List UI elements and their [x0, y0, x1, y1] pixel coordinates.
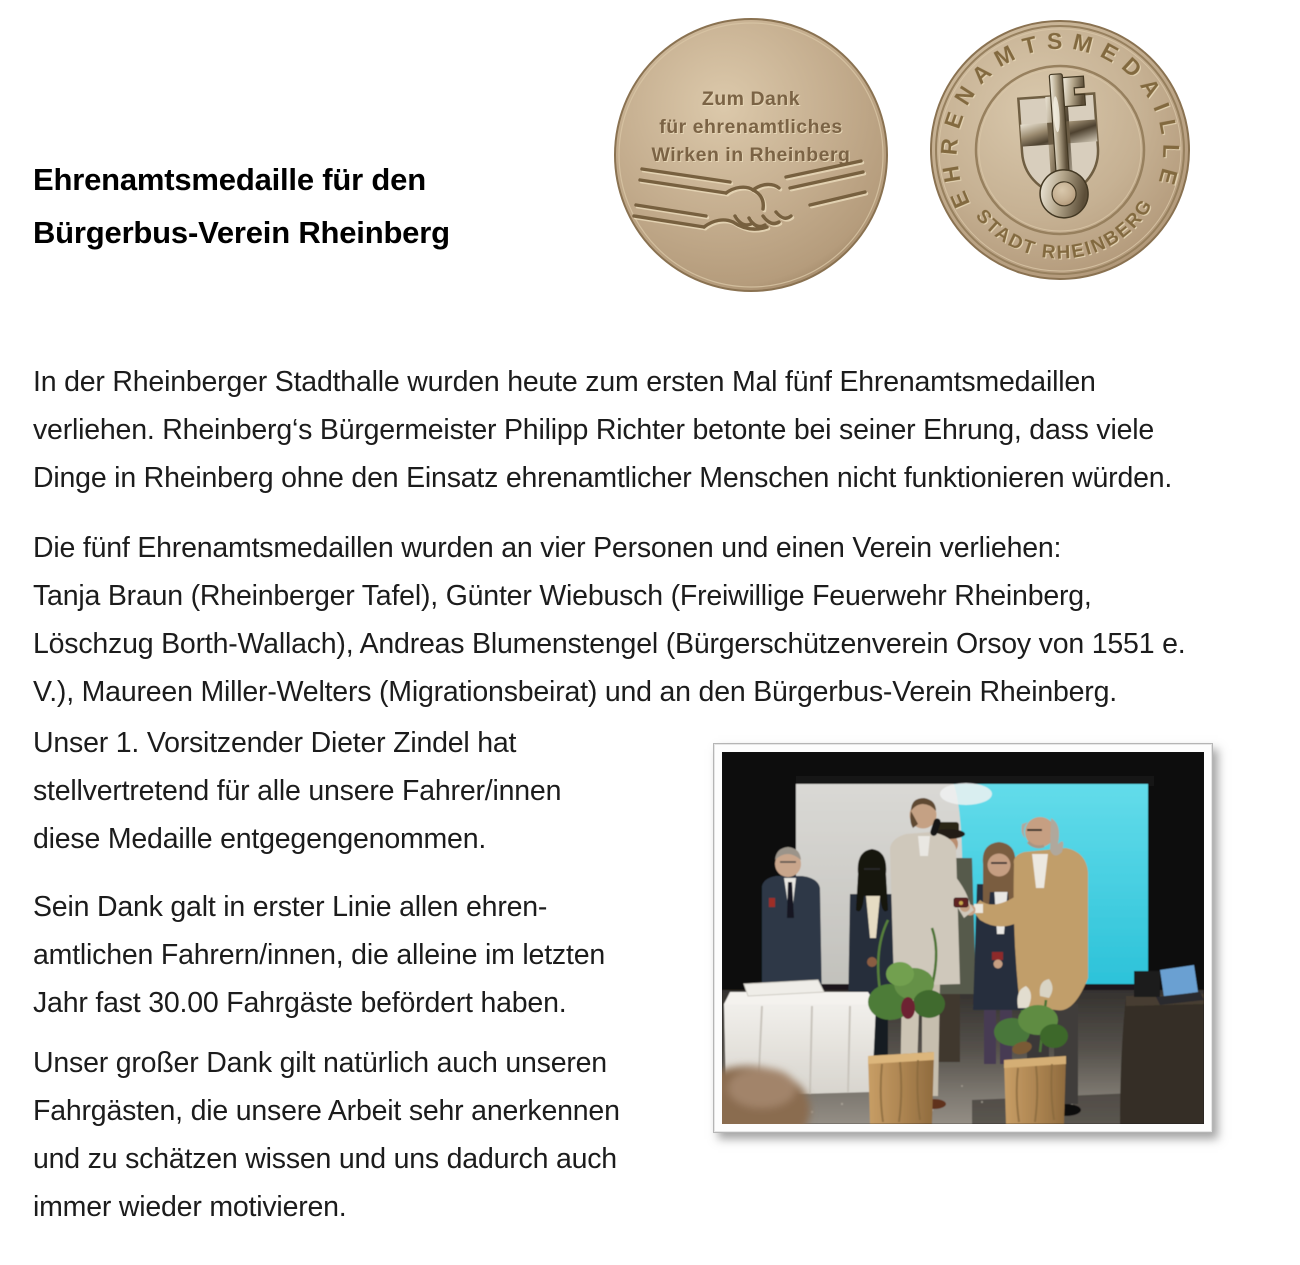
- text-line: Unser 1. Vorsitzender Dieter Zindel hat: [33, 727, 517, 759]
- text-line: amtlichen Fahrern/innen, die alleine im letzten: [33, 939, 605, 971]
- text-line: immer wieder motivieren.: [33, 1191, 347, 1223]
- svg-text:Wirken in Rheinberg: Wirken in Rheinberg: [651, 144, 851, 166]
- paragraph: [33, 1039, 620, 1231]
- text-line: verliehen. Rheinberg‘s Bürgermeister Philipp Richter betonte bei seiner Ehrung, dass viele: [33, 414, 1155, 446]
- title-line: Ehrenamtsmedaille für den: [33, 162, 426, 197]
- svg-text:für ehrenamtliches: für ehrenamtliches: [659, 116, 843, 138]
- laptop-icon: [1160, 965, 1198, 997]
- text-line: Fahrgästen, die unsere Arbeit sehr anerkennen: [33, 1095, 620, 1127]
- text-line: Dinge in Rheinberg ohne den Einsatz ehrenamtlicher Menschen nicht funktionieren würden.: [33, 462, 1173, 494]
- page-title: [33, 153, 450, 259]
- text-line: Tanja Braun (Rheinberger Tafel), Günter Wiebusch (Freiwillige Feuerwehr Rheinberg,: [33, 580, 1092, 612]
- text-line: Jahr fast 30.00 Fahrgäste befördert haben.: [33, 987, 567, 1019]
- text-line: In der Rheinberger Stadthalle wurden heute zum ersten Mal fünf Ehrenamtsmedaillen: [33, 366, 1096, 398]
- text-line: und zu schätzen wissen und uns dadurch auch: [33, 1143, 617, 1175]
- medal-back-photo: [928, 14, 1194, 287]
- svg-text:STADT RHEINBERG: STADT RHEINBERG: [971, 194, 1158, 264]
- text-line: V.), Maureen Miller-Welters (Migrationsbeirat) und an den Bürgerbus-Verein Rheinberg.: [33, 676, 1117, 708]
- ceremony-photo: [713, 743, 1213, 1133]
- text-line: Sein Dank galt in erster Linie allen ehren-: [33, 891, 548, 923]
- title-line: Bürgerbus-Verein Rheinberg: [33, 215, 450, 250]
- paragraph: [33, 358, 1172, 502]
- text-line: diese Medaille entgegengenommen.: [33, 823, 487, 855]
- medal-front-photo: [612, 17, 890, 294]
- text-line: stellvertretend für alle unsere Fahrer/innen: [33, 775, 562, 807]
- medal-front-face: [615, 19, 887, 291]
- paragraph: [33, 524, 1185, 716]
- paragraph: [33, 719, 561, 863]
- text-line: Unser großer Dank gilt natürlich auch unseren: [33, 1047, 607, 1079]
- paragraph: [33, 883, 605, 1027]
- medal-back-face: [928, 14, 1194, 287]
- text-line: Die fünf Ehrenamtsmedaillen wurden an vier Personen und einen Verein verliehen:: [33, 532, 1062, 564]
- svg-text:EHRENAMTSMEDAILLE: EHRENAMTSMEDAILLE: [935, 27, 1185, 212]
- svg-text:Zum Dank: Zum Dank: [701, 88, 801, 110]
- text-line: Löschzug Borth-Wallach), Andreas Blumenstengel (Bürgerschützenverein Orsoy von 1551 e.: [33, 628, 1186, 660]
